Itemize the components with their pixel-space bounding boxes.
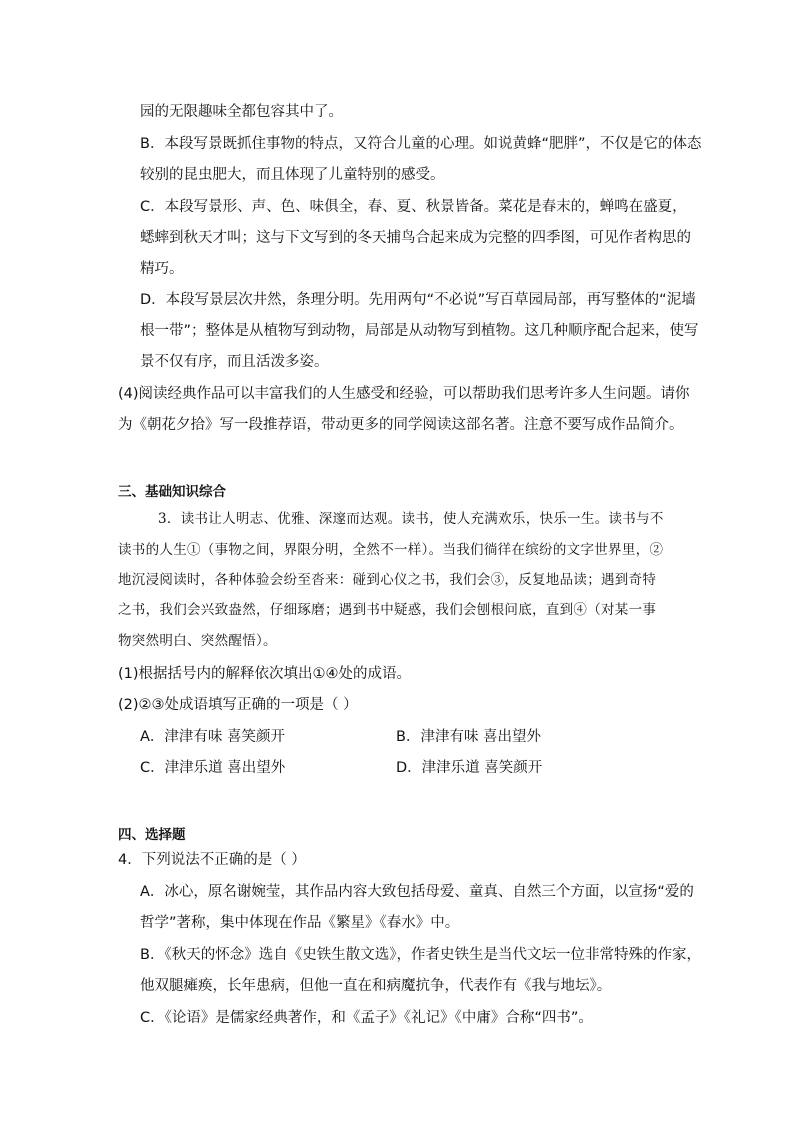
q4-option-a-line-1: A．冰心，原名谢婉莹，其作品内容大致包括母爱、童真、自然三个方面，以宣扬“爱的 <box>140 884 694 900</box>
passage-line-5: 物突然明白、突然醒悟）。 <box>118 633 277 649</box>
choice-a: A．津津有味 喜笑颜开 <box>140 729 286 745</box>
sub-question-2: (2)②③处成语填写正确的一项是（ ） <box>118 697 358 713</box>
choice-d: D．津津乐道 喜笑颜开 <box>396 760 543 776</box>
sub-question-4-line-1: (4)阅读经典作品可以丰富我们的人生感受和经验，可以帮助我们思考许多人生问题。请你 <box>118 386 690 402</box>
option-b-line-1: B．本段写景既抓住事物的特点，又符合儿童的心理。如说黄蜂“肥胖”，不仅是它的体态 <box>140 136 702 152</box>
passage-line-2: 读书的人生①（事物之间，界限分明，全然不一样）。当我们徜徉在缤纷的文字世界里，② <box>118 542 664 558</box>
option-a-tail: 园的无限趣味全都包容其中了。 <box>140 104 343 120</box>
option-d-line-3: 景不仅有序，而且活泼多姿。 <box>140 354 329 370</box>
option-b-line-2: 较别的昆虫肥大，而且体现了儿童特别的感受。 <box>140 167 445 183</box>
option-c-line-1: C．本段写景形、声、色、味俱全，春、夏、秋景皆备。菜花是春末的，蝉鸣在盛夏， <box>140 199 687 215</box>
question-4-stem: 4．下列说法不正确的是（ ） <box>118 852 306 868</box>
option-c-line-2: 蟋蟀到秋天才叫；这与下文写到的冬天捕鸟合起来成为完整的四季图，可见作者构思的 <box>140 230 691 246</box>
choice-b: B．津津有味 喜出望外 <box>396 729 542 745</box>
q4-option-a-line-2: 哲学”著称，集中体现在作品《繁星》《春水》中。 <box>140 915 460 931</box>
option-c-line-3: 精巧。 <box>140 261 184 277</box>
passage-line-4: 之书，我们会兴致盎然，仔细琢磨；遇到书中疑惑，我们会刨根问底，直到④（对某一事 <box>118 602 657 618</box>
q4-option-b-line-2: 他双腿瘫痪，长年患病，但他一直在和病魔抗争，代表作有《我与地坛》。 <box>140 978 612 994</box>
q4-option-b-line-1: B．《秋天的怀念》选自《史铁生散文选》，作者史铁生是当代文坛一位非常特殊的作家， <box>140 947 701 963</box>
sub-question-4-line-2: 为《朝花夕拾》写一段推荐语，带动更多的同学阅读这部名著。注意不要写成作品简介。 <box>118 417 684 433</box>
q4-option-c: C．《论语》是儒家经典著作，和《孟子》《礼记》《中庸》合称“四书”。 <box>140 1010 593 1026</box>
choice-c: C．津津乐道 喜出望外 <box>140 760 286 776</box>
sub-question-1: (1)根据括号内的解释依次填出①④处的成语。 <box>118 666 412 682</box>
option-d-line-2: 根一带”；整体是从植物写到动物，局部是从动物写到植物。这几种顺序配合起来，使写 <box>140 323 699 339</box>
passage-line-3: 地沉浸阅读时，各种体验会纷至沓来：碰到心仪之书，我们会③，反复地品读；遇到奇特 <box>118 572 657 588</box>
section-4-heading: 四、选择题 <box>118 827 186 843</box>
passage-line-1: 3．读书让人明志、优雅、深邃而达观。读书，使人充满欢乐，快乐一生。读书与不 <box>158 511 664 527</box>
option-d-line-1: D．本段写景层次井然，条理分明。先用两句“不必说”写百草园局部，再写整体的“泥墙 <box>140 292 696 308</box>
section-3-heading: 三、基础知识综合 <box>118 484 226 500</box>
